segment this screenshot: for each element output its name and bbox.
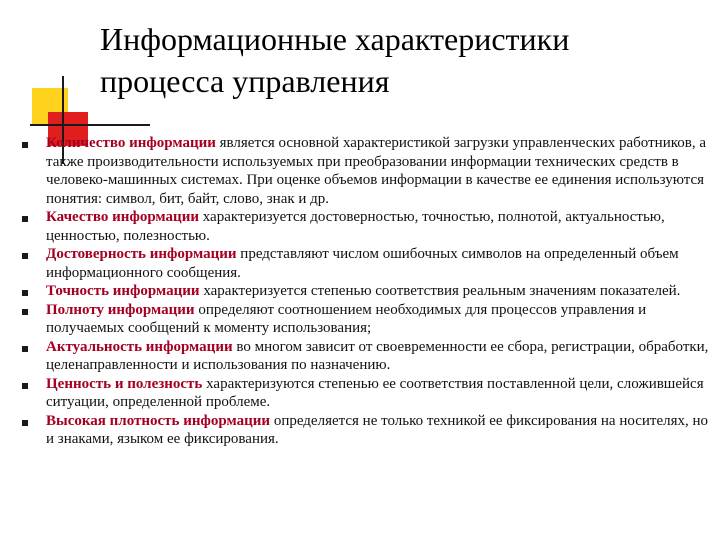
bullet-text: характеризуется степенью соответствия реальным значениям показателей. xyxy=(199,283,681,299)
square-bullet-icon xyxy=(22,383,28,389)
decorative-horizontal-line xyxy=(30,124,150,126)
square-bullet-icon xyxy=(22,253,28,259)
bullet-text: определяется не только техникой ее фиксирования на носителях, но и знаками, языком ее фиксирования. xyxy=(46,412,709,447)
slide-title-line-2: процесса управления xyxy=(100,63,390,99)
bullet-text: определяют соотношением необходимых для процессов управления и получаемых сообщений к моменту использования; xyxy=(46,301,647,336)
square-bullet-icon xyxy=(22,309,28,315)
bullet-item xyxy=(22,412,712,449)
bullet-text: является основной характеристикой загрузки управленческих работников, а также производительности используемых при преобразовании информации технических средств в человеко-машинных системах. При оценке объемов информации в качестве ее единения используются понятия: символ, бит, байт, слово, знак и др. xyxy=(46,135,706,207)
bullet-item xyxy=(22,301,712,338)
slide-title xyxy=(100,18,700,102)
bullet-text: представляют числом ошибочных символов на определенный объем информационного сообщения. xyxy=(46,246,679,281)
bullet-item xyxy=(22,134,712,208)
bullet-term: Ценность и полезность xyxy=(46,375,203,392)
square-bullet-icon xyxy=(22,216,28,222)
bullet-term: Актуальность информации xyxy=(46,338,233,355)
bullet-term: Полноту информации xyxy=(46,301,195,318)
bullet-text: характеризуется достоверностью, точностью, полнотой, актуальностью, ценностью, полезностью. xyxy=(46,209,665,244)
square-bullet-icon xyxy=(22,142,28,148)
bullet-term: Высокая плотность информации xyxy=(46,412,271,429)
slide-title-line-1: Информационные характеристики xyxy=(100,21,570,57)
bullet-item xyxy=(22,245,712,282)
bullet-term: Точность информации xyxy=(46,283,200,299)
bullet-item xyxy=(22,375,712,412)
bullet-text: характеризуются степенью ее соответствия поставленной цели, сложившейся ситуации, определенной проблеме. xyxy=(46,375,704,410)
square-bullet-icon xyxy=(22,420,28,426)
square-bullet-icon xyxy=(22,290,28,296)
bullet-text: во многом зависит от своевременности ее сбора, регистрации, обработки, целенаправленности и использования по назначению. xyxy=(46,338,709,373)
bullet-list xyxy=(22,134,712,449)
bullet-term: Количество информации xyxy=(46,135,216,151)
bullet-term: Достоверность информации xyxy=(46,246,237,262)
square-bullet-icon xyxy=(22,346,28,352)
bullet-term: Качество информации xyxy=(46,209,199,225)
bullet-item xyxy=(22,208,712,245)
bullet-item xyxy=(22,282,712,301)
bullet-item xyxy=(22,338,712,375)
